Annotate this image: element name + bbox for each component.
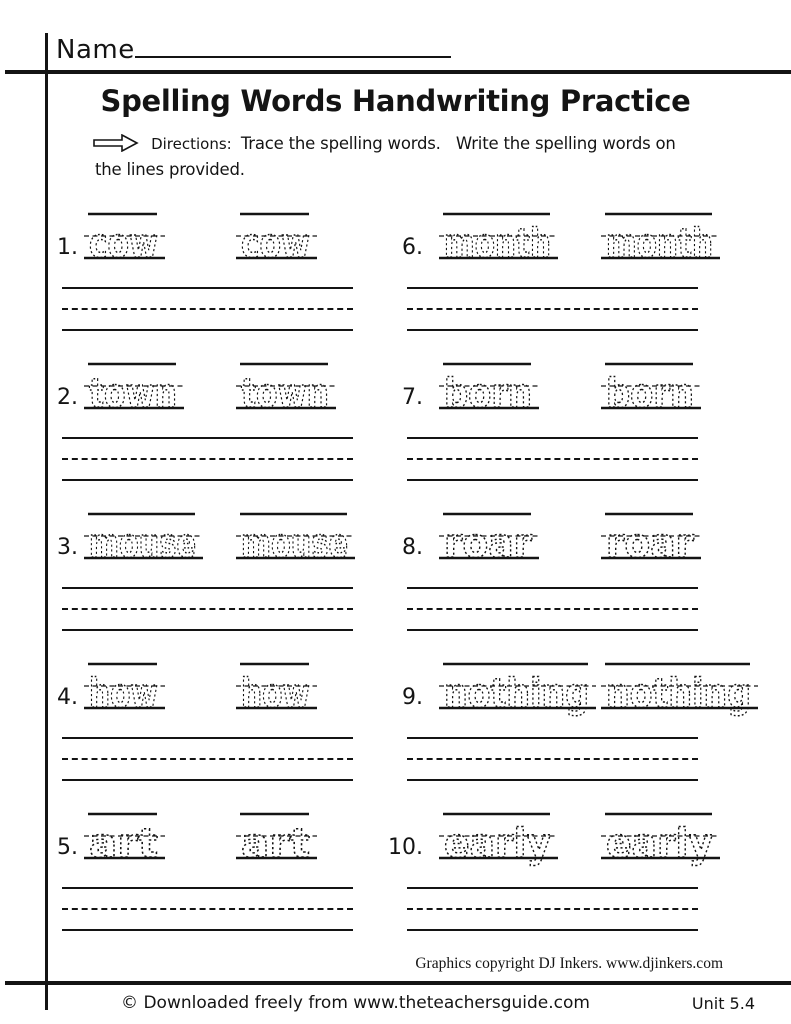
trace-word-slot bbox=[601, 357, 701, 421]
graphics-credit: Graphics copyright DJ Inkers. www.djinkers.com bbox=[415, 955, 723, 972]
trace-word bbox=[439, 657, 596, 721]
writing-line-bottom bbox=[62, 929, 353, 931]
writing-line-bottom bbox=[62, 779, 353, 781]
trace-word bbox=[84, 807, 165, 871]
trace-word-slot bbox=[84, 507, 203, 571]
practice-item bbox=[57, 205, 353, 355]
trace-word-slot bbox=[601, 507, 701, 571]
item-number: 9. bbox=[402, 685, 423, 710]
item-number: 7. bbox=[402, 385, 423, 410]
trace-word bbox=[439, 807, 558, 871]
writing-lines bbox=[62, 737, 353, 783]
svg-text:town: town bbox=[241, 371, 329, 417]
trace-word bbox=[601, 657, 758, 721]
download-credit: © Downloaded freely from www.theteachersguide.com bbox=[121, 993, 590, 1013]
writing-lines bbox=[407, 287, 698, 333]
svg-text:roar: roar bbox=[444, 521, 533, 567]
trace-word bbox=[84, 507, 203, 571]
svg-text:early: early bbox=[444, 821, 551, 867]
writing-line-top bbox=[407, 887, 698, 889]
writing-lines bbox=[407, 437, 698, 483]
writing-line-middle-dashed bbox=[407, 458, 698, 460]
right-column bbox=[388, 205, 751, 955]
writing-lines bbox=[62, 887, 353, 933]
trace-word-slot bbox=[601, 657, 758, 721]
writing-line-bottom bbox=[407, 779, 698, 781]
trace-word bbox=[84, 207, 165, 271]
svg-text:nothing: nothing bbox=[444, 671, 589, 717]
trace-word bbox=[601, 507, 701, 571]
writing-line-top bbox=[62, 287, 353, 289]
practice-item bbox=[402, 505, 698, 655]
item-number: 10. bbox=[388, 835, 423, 860]
practice-item bbox=[388, 805, 713, 955]
trace-word-slot bbox=[439, 657, 596, 721]
trace-word-slot bbox=[601, 807, 720, 871]
trace-word-slot bbox=[84, 807, 165, 871]
practice-item bbox=[57, 355, 353, 505]
name-blank-line bbox=[135, 28, 451, 58]
svg-text:roar: roar bbox=[606, 521, 695, 567]
svg-text:mouse: mouse bbox=[89, 521, 196, 567]
trace-word-slot bbox=[84, 357, 184, 421]
svg-text:born: born bbox=[444, 371, 532, 417]
arrow-icon bbox=[93, 134, 139, 152]
writing-line-bottom bbox=[62, 329, 353, 331]
writing-line-middle-dashed bbox=[407, 758, 698, 760]
trace-word-slot bbox=[236, 357, 336, 421]
item-number: 5. bbox=[57, 835, 78, 860]
writing-line-top bbox=[62, 737, 353, 739]
trace-word bbox=[439, 507, 539, 571]
item-number: 8. bbox=[402, 535, 423, 560]
writing-line-top bbox=[62, 887, 353, 889]
svg-text:nothing: nothing bbox=[606, 671, 751, 717]
writing-line-top bbox=[407, 287, 698, 289]
svg-text:month: month bbox=[444, 221, 551, 267]
svg-text:art: art bbox=[89, 821, 158, 867]
writing-line-bottom bbox=[407, 629, 698, 631]
trace-word-slot bbox=[236, 807, 317, 871]
trace-word-slot bbox=[236, 207, 317, 271]
trace-word bbox=[236, 807, 317, 871]
writing-line-middle-dashed bbox=[62, 758, 353, 760]
item-number: 1. bbox=[57, 235, 78, 260]
writing-lines bbox=[62, 437, 353, 483]
writing-line-middle-dashed bbox=[62, 458, 353, 460]
writing-line-top bbox=[407, 587, 698, 589]
writing-line-middle-dashed bbox=[62, 608, 353, 610]
trace-word bbox=[236, 207, 317, 271]
writing-line-bottom bbox=[62, 629, 353, 631]
trace-word bbox=[236, 357, 336, 421]
svg-text:cow: cow bbox=[89, 221, 158, 267]
writing-lines bbox=[407, 587, 698, 633]
trace-word bbox=[84, 357, 184, 421]
trace-word bbox=[236, 507, 355, 571]
writing-line-bottom bbox=[62, 479, 353, 481]
trace-word-slot bbox=[439, 507, 539, 571]
trace-word-slot bbox=[439, 807, 558, 871]
writing-line-middle-dashed bbox=[407, 908, 698, 910]
writing-lines bbox=[62, 587, 353, 633]
writing-line-top bbox=[62, 587, 353, 589]
writing-lines bbox=[407, 737, 698, 783]
item-number: 2. bbox=[57, 385, 78, 410]
practice-item bbox=[57, 505, 353, 655]
writing-line-top bbox=[62, 437, 353, 439]
trace-word-slot bbox=[84, 207, 165, 271]
writing-line-bottom bbox=[407, 479, 698, 481]
writing-lines bbox=[62, 287, 353, 333]
directions-text: Trace the spelling words. Write the spelling words on bbox=[240, 134, 676, 153]
svg-text:art: art bbox=[241, 821, 310, 867]
svg-text:town: town bbox=[89, 371, 177, 417]
svg-text:mouse: mouse bbox=[241, 521, 348, 567]
trace-word bbox=[236, 657, 317, 721]
svg-text:born: born bbox=[606, 371, 694, 417]
writing-line-middle-dashed bbox=[407, 308, 698, 310]
top-rule bbox=[5, 70, 791, 74]
trace-word-slot bbox=[236, 657, 317, 721]
directions-text-2: the lines provided. bbox=[95, 160, 245, 179]
svg-text:how: how bbox=[89, 671, 158, 717]
writing-line-top bbox=[407, 437, 698, 439]
left-column bbox=[57, 205, 353, 955]
svg-text:month: month bbox=[606, 221, 713, 267]
notebook-margin-line bbox=[45, 33, 48, 1010]
trace-word-slot bbox=[84, 657, 165, 721]
name-row bbox=[56, 28, 451, 65]
trace-word-slot bbox=[236, 507, 355, 571]
trace-word-slot bbox=[439, 207, 558, 271]
svg-text:cow: cow bbox=[241, 221, 310, 267]
writing-line-middle-dashed bbox=[407, 608, 698, 610]
practice-item bbox=[57, 655, 353, 805]
item-number: 6. bbox=[402, 235, 423, 260]
writing-line-middle-dashed bbox=[62, 908, 353, 910]
trace-word bbox=[439, 207, 558, 271]
trace-word bbox=[84, 657, 165, 721]
trace-word bbox=[601, 357, 701, 421]
item-number: 3. bbox=[57, 535, 78, 560]
bottom-rule bbox=[5, 981, 791, 985]
trace-word-slot bbox=[439, 357, 539, 421]
name-label: Name bbox=[56, 35, 135, 65]
practice-item bbox=[402, 355, 698, 505]
unit-label: Unit 5.4 bbox=[691, 994, 755, 1013]
practice-item bbox=[402, 655, 751, 805]
writing-line-top bbox=[407, 737, 698, 739]
writing-line-bottom bbox=[407, 929, 698, 931]
writing-line-middle-dashed bbox=[62, 308, 353, 310]
practice-item bbox=[57, 805, 353, 955]
writing-line-bottom bbox=[407, 329, 698, 331]
writing-lines bbox=[407, 887, 698, 933]
trace-word bbox=[439, 357, 539, 421]
practice-item bbox=[402, 205, 713, 355]
svg-text:early: early bbox=[606, 821, 713, 867]
trace-word-slot bbox=[601, 207, 720, 271]
trace-word bbox=[601, 207, 720, 271]
directions-label: Directions: bbox=[151, 135, 232, 153]
item-number: 4. bbox=[57, 685, 78, 710]
svg-text:how: how bbox=[241, 671, 310, 717]
page-title: Spelling Words Handwriting Practice bbox=[100, 84, 691, 118]
trace-word bbox=[601, 807, 720, 871]
directions bbox=[93, 134, 676, 153]
